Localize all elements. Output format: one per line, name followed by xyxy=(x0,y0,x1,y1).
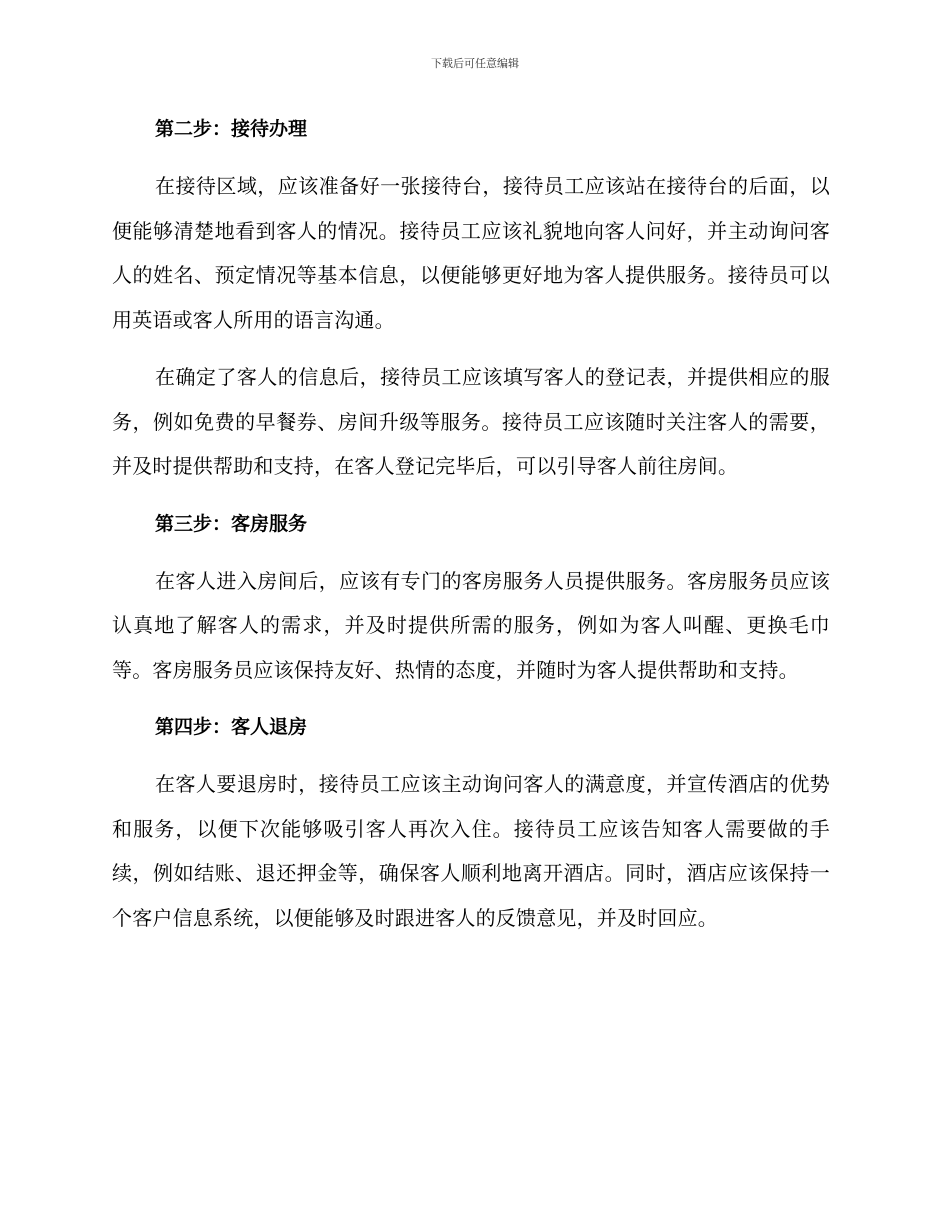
paragraph: 在客人要退房时，接待员工应该主动询问客人的满意度，并宣传酒店的优势和服务，以便下次能够吸引客人再次入住。接待员工应该告知客人需要做的手续，例如结账、退还押金等，确保客人顺利地离开酒店。同时，酒店应该保持一个客户信息系统，以便能够及时跟进客人的反馈意见，并及时回应。 xyxy=(112,772,830,930)
section-reception xyxy=(112,107,830,502)
section-heading: 第四步：客人退房 xyxy=(155,716,308,738)
section-heading: 第三步：客房服务 xyxy=(155,512,308,535)
paragraph: 在客人进入房间后，应该有专门的客房服务人员提供服务。客房服务员应该认真地了解客人的需求，并及时提供所需的服务，例如为客人叫醒、更换毛巾等。客房服务员应该保持友好、热情的态度，并随时为客人提供帮助和支持。 xyxy=(112,568,830,682)
paragraph: 在确定了客人的信息后，接待员工应该填写客人的登记表，并提供相应的服务，例如免费的早餐券、房间升级等服务。接待员工应该随时关注客人的需要，并及时提供帮助和支持，在客人登记完毕后，可以引导客人前往房间。 xyxy=(112,365,830,478)
header-note: 下载后可任意编辑 xyxy=(431,57,519,70)
document-body xyxy=(112,107,830,940)
section-checkout xyxy=(112,705,830,940)
paragraph: 在接待区域，应该准备好一张接待台，接待员工应该站在接待台的后面，以便能够清楚地看到客人的情况。接待员工应该礼貌地向客人问好，并主动询问客人的姓名、预定情况等基本信息，以便能够更好地为客人提供服务。接待员可以用英语或客人所用的语言沟通。 xyxy=(112,174,830,332)
section-heading: 第二步：接待办理 xyxy=(155,118,308,140)
section-room-service xyxy=(112,502,830,706)
